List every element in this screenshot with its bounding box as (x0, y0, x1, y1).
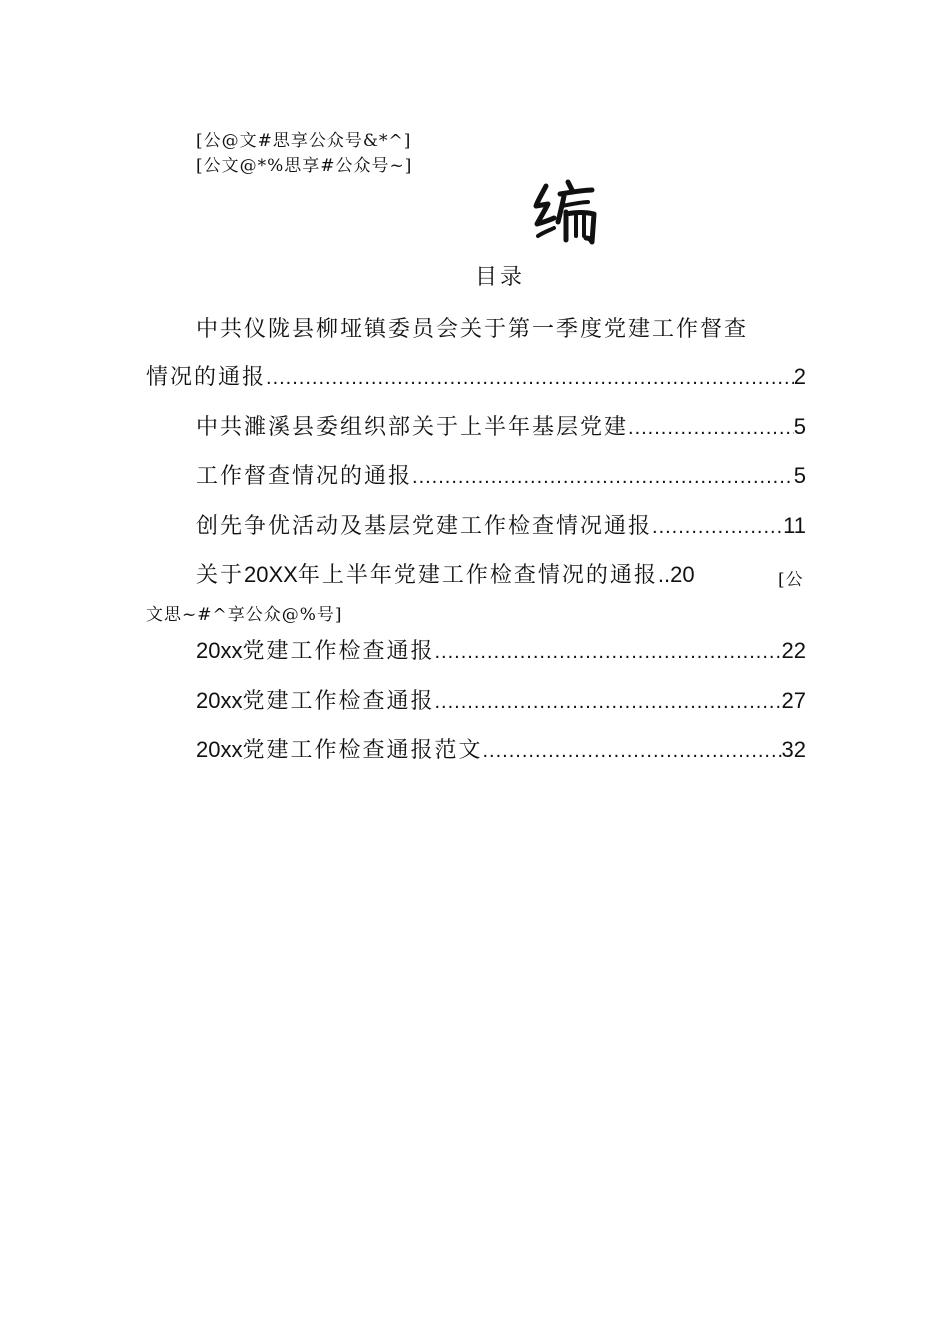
toc-entry-4-page: 11 (783, 513, 806, 538)
toc-entry-3-page: 5 (793, 463, 806, 488)
toc-entry-2[interactable] (196, 410, 806, 440)
leader-dots (483, 740, 782, 763)
toc-entry-7-year: 20xx (196, 688, 243, 713)
toc-entry-5-suffix: 年上半年党建工作检查情况的通报 (297, 563, 658, 588)
toc-entry-2-title: 中共濉溪县委组织部关于上半年基层党建 (196, 415, 629, 440)
toc-entry-5-prefix: 关于 (196, 563, 245, 588)
leader-dots (628, 417, 794, 440)
toc-entry-1-page: 2 (793, 364, 806, 389)
leader-dots (435, 641, 782, 664)
leader-dots (412, 466, 794, 489)
toc-entry-3-title: 工作督查情况的通报 (196, 464, 413, 489)
toc-entry-1-line-2: 情况的通报 (146, 365, 267, 390)
toc-entry-7[interactable] (196, 684, 806, 714)
toc-entry-7-title: 党建工作检查通报 (242, 689, 435, 714)
toc-entry-5-page: 20 (670, 562, 695, 587)
toc-entry-1[interactable] (146, 360, 806, 390)
watermark-line-1: [公@文#思享公众号&*^] (196, 131, 412, 151)
toc-entry-3[interactable] (196, 459, 806, 489)
watermark-line-2: [公文@*%思享#公众号~] (196, 156, 413, 176)
toc-entry-6[interactable] (196, 634, 806, 664)
toc-entry-8[interactable] (196, 733, 806, 763)
leader-dots (266, 367, 794, 390)
toc-entry-4[interactable] (196, 509, 806, 539)
inline-watermark-a: [公 (778, 570, 804, 590)
toc-entry-4-title: 创先争优活动及基层党建工作检查情况通报 (196, 514, 653, 539)
toc-entry-7-page: 27 (781, 688, 806, 713)
calligraphy-glyph (532, 178, 602, 248)
toc-entry-6-title: 党建工作检查通报 (242, 639, 435, 664)
toc-entry-8-page: 32 (781, 737, 806, 762)
toc-entry-6-year: 20xx (196, 638, 243, 663)
toc-entry-2-page: 5 (793, 414, 806, 439)
inline-watermark-b: 文思~#^享公众@%号] (146, 605, 343, 625)
toc-entry-5[interactable] (196, 558, 695, 589)
toc-entry-6-page: 22 (781, 638, 806, 663)
leader-dots: .. (657, 562, 671, 587)
toc-entry-1-line-1[interactable]: 中共仪陇县柳垭镇委员会关于第一季度党建工作督查 (196, 317, 749, 342)
leader-dots (652, 516, 783, 539)
toc-entry-8-year: 20xx (196, 737, 243, 762)
toc-entry-5-year: 20XX (244, 562, 298, 587)
toc-title: 目录 (474, 265, 525, 290)
toc-entry-8-title: 党建工作检查通报范文 (242, 738, 483, 763)
leader-dots (435, 691, 782, 714)
